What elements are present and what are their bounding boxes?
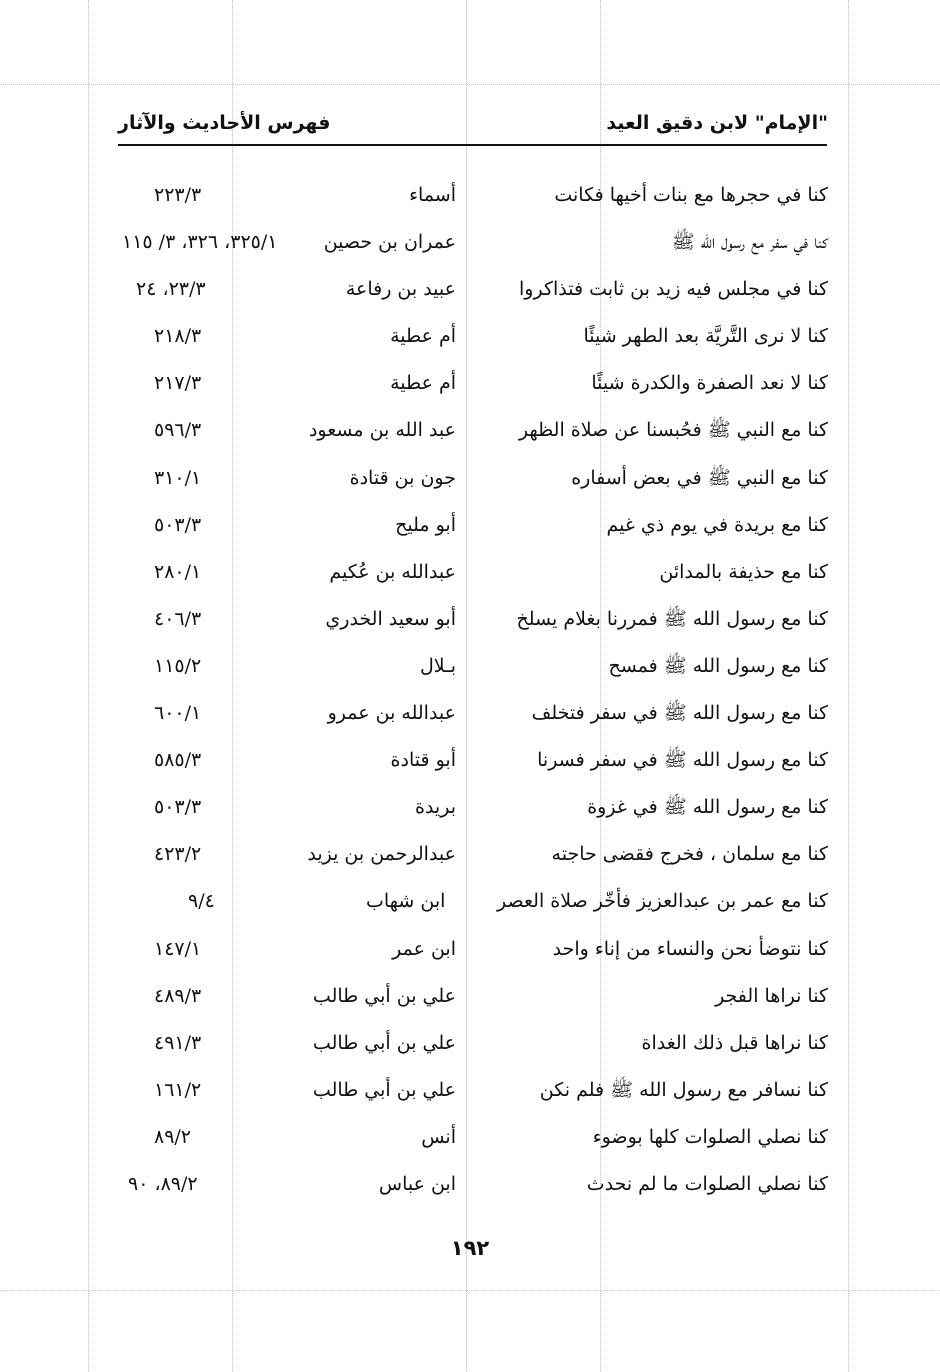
narrator: أبو مليح — [395, 513, 456, 536]
volume-page-ref: ٢١٨/٣ — [154, 325, 202, 348]
volume-page-ref: ٥٨٥/٣ — [154, 749, 202, 772]
volume-page-ref: ٤٠٦/٣ — [154, 607, 202, 630]
index-entry — [118, 784, 828, 831]
volume-page-ref: ٤٨٩/٣ — [154, 984, 202, 1007]
narrator: علي بن أبي طالب — [312, 984, 456, 1007]
volume-page-ref: ٦٠٠/١ — [154, 702, 202, 725]
narrator: أبو قتادة — [390, 749, 456, 772]
index-entry — [118, 973, 828, 1020]
volume-page-ref: ٤٢٣/٢ — [154, 843, 202, 866]
hadith-text: كنا لا نعد الصفرة والكدرة شيئًا — [591, 372, 828, 395]
index-entry — [118, 455, 828, 502]
volume-page-ref: ٣١٠/١ — [154, 466, 202, 489]
narrator: علي بن أبي طالب — [312, 1078, 456, 1101]
narrator: أم عطية — [390, 325, 456, 348]
volume-page-ref: ٨٩/٢، ٩٠ — [128, 1172, 198, 1195]
scan-guide-line — [0, 1290, 940, 1291]
narrator: علي بن أبي طالب — [312, 1031, 456, 1054]
index-entry — [118, 502, 828, 549]
hadith-text: كنا مع رسول الله ﷺ فمررنا بغلام يسلخ — [516, 607, 828, 630]
narrator: عبدالرحمن بن يزيد — [307, 843, 456, 866]
narrator: أبو سعيد الخدري — [325, 607, 456, 630]
hadith-text: كنا في مجلس فيه زيد بن ثابت فتذاكروا — [519, 278, 828, 301]
index-entry — [118, 643, 828, 690]
index-entry — [118, 1020, 828, 1067]
volume-page-ref: ١٤٧/١ — [154, 937, 202, 960]
hadith-text: كنا لا نرى التَّريَّة بعد الطهر شيئًا — [583, 325, 828, 348]
hadith-text: كنا في سفر مع رسول الله ﷺ — [671, 231, 828, 254]
index-entry — [118, 407, 828, 454]
index-entry — [118, 219, 828, 266]
narrator: أنس — [421, 1125, 456, 1148]
hadith-text: كنا نتوضأ نحن والنساء من إناء واحد — [552, 937, 828, 960]
volume-page-ref: ٢١٧/٣ — [154, 372, 202, 395]
hadith-text: كنا مع سلمان ، فخرج فقضى حاجته — [551, 843, 828, 866]
volume-page-ref: ١٦١/٢ — [154, 1078, 202, 1101]
index-entry — [118, 313, 828, 360]
volume-page-ref: ٥٠٣/٣ — [154, 513, 202, 536]
index-entry — [118, 878, 828, 925]
narrator: ابن عباس — [378, 1172, 456, 1195]
volume-page-ref: ٢٣/٣، ٢٤ — [136, 278, 206, 301]
index-entry — [118, 360, 828, 407]
hadith-text: كنا مع رسول الله ﷺ في سفر فسرنا — [537, 749, 828, 772]
index-entry — [118, 831, 828, 878]
page-number: ١٩٢ — [450, 1236, 490, 1260]
scan-guide-line — [0, 84, 940, 85]
narrator: عبيد بن رفاعة — [345, 278, 456, 301]
hadith-text: كنا مع رسول الله ﷺ في غزوة — [587, 796, 828, 819]
index-list — [118, 172, 828, 1208]
volume-page-ref: ٩/٤ — [188, 890, 215, 913]
hadith-text: كنا مع النبي ﷺ فحُبسنا عن صلاة الظهر — [518, 419, 828, 442]
hadith-text: كنا نصلي الصلوات كلها بوضوء — [592, 1125, 828, 1148]
hadith-text: كنا مع النبي ﷺ في بعض أسفاره — [571, 466, 828, 489]
volume-page-ref: ٨٩/٢ — [154, 1125, 192, 1148]
index-entry — [118, 266, 828, 313]
volume-page-ref: ١١٥/٢ — [154, 654, 202, 677]
volume-page-ref: ٥٠٣/٣ — [154, 796, 202, 819]
index-entry — [118, 926, 828, 973]
narrator: أم عطية — [390, 372, 456, 395]
index-entry — [118, 737, 828, 784]
narrator: عبدالله بن عُكيم — [329, 560, 456, 583]
hadith-text: كنا مع رسول الله ﷺ في سفر فتخلف — [531, 702, 828, 725]
narrator: عبد الله بن مسعود — [308, 419, 456, 442]
narrator: ابن شهاب — [366, 890, 446, 913]
header-divider — [118, 144, 827, 146]
hadith-text: كنا في حجرها مع بنات أخيها فكانت — [554, 184, 828, 206]
volume-page-ref: ٢٢٣/٣ — [154, 184, 202, 206]
page-header — [118, 108, 828, 148]
volume-page-ref: ٢٨٠/١ — [154, 560, 202, 583]
narrator: بريدة — [415, 796, 456, 819]
volume-page-ref: ٤٩١/٣ — [154, 1031, 202, 1054]
hadith-text: كنا نصلي الصلوات ما لم نحدث — [586, 1172, 828, 1195]
narrator: عمران بن حصين — [323, 231, 456, 254]
volume-page-ref: ٥٩٦/٣ — [154, 419, 202, 442]
hadith-text: كنا مع عمر بن عبدالعزيز فأخّر صلاة العصر — [497, 890, 828, 913]
hadith-text: كنا نراها قبل ذلك الغداة — [641, 1031, 828, 1054]
index-entry — [118, 549, 828, 596]
hadith-text: كنا مع بريدة في يوم ذي غيم — [606, 513, 828, 536]
hadith-text: كنا مع رسول الله ﷺ فمسح — [608, 654, 828, 677]
book-title: "الإمام" لابن دقيق العيد — [606, 112, 828, 134]
narrator: ابن عمر — [392, 937, 456, 960]
volume-page-ref: ٣٢٥/١، ٣٢٦، ٣/ ١١٥ — [122, 231, 278, 254]
hadith-text: كنا نراها الفجر — [715, 984, 828, 1007]
narrator: أسماء — [409, 184, 456, 206]
scan-guide-line — [848, 0, 849, 1372]
index-entry — [118, 690, 828, 737]
index-entry — [118, 596, 828, 643]
narrator: بـلال — [420, 654, 456, 677]
section-title: فهرس الأحاديث والآثار — [118, 112, 331, 134]
narrator: جون بن قتادة — [349, 466, 456, 489]
index-entry — [118, 1114, 828, 1161]
index-entry — [118, 1067, 828, 1114]
index-entry — [118, 172, 828, 219]
scan-guide-line — [88, 0, 89, 1372]
index-entry — [118, 1161, 828, 1208]
hadith-text: كنا نسافر مع رسول الله ﷺ فلم نكن — [539, 1078, 828, 1101]
narrator: عبدالله بن عمرو — [327, 702, 456, 725]
hadith-text: كنا مع حذيفة بالمدائن — [659, 560, 828, 583]
